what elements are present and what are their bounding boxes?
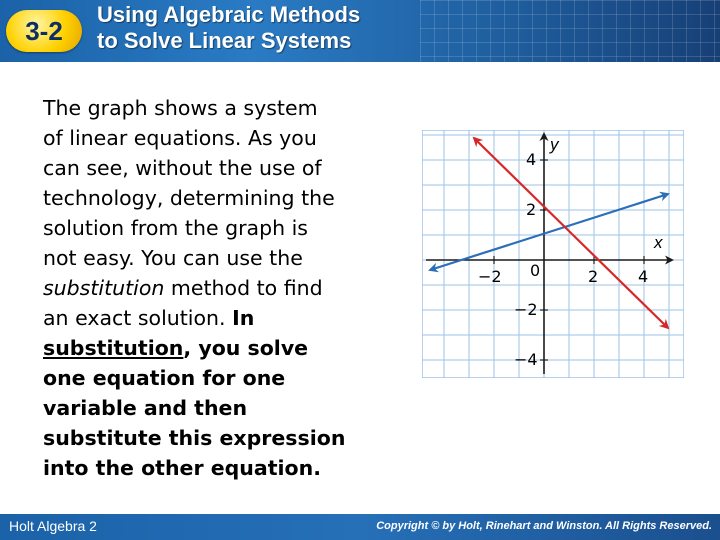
header-grid-decoration <box>420 0 720 62</box>
body-text-span: an exact solution. <box>43 306 233 330</box>
footer-copyright: Copyright © by Holt, Rinehart and Winston. All Rights Reserved. <box>376 520 712 532</box>
x-tick-label: −2 <box>478 267 502 286</box>
slide-header <box>0 0 720 62</box>
body-line: of linear equations. As you <box>43 126 317 150</box>
y-tick-label: 2 <box>526 200 537 219</box>
body-line: one equation for one <box>43 366 286 390</box>
graph-frame <box>422 130 684 378</box>
body-line: substitute this expression <box>43 426 346 450</box>
body-line: solution from the graph is <box>43 216 308 240</box>
x-tick-label: 4 <box>638 267 649 286</box>
body-line <box>43 333 405 363</box>
coordinate-plane <box>422 130 684 378</box>
body-line <box>43 303 405 333</box>
body-line: can see, without the use of <box>43 156 322 180</box>
y-tick-label: 4 <box>526 150 537 169</box>
x-tick-label: 2 <box>588 267 599 286</box>
footer-course-name: Holt Algebra 2 <box>9 518 97 534</box>
body-text-span: method to find <box>164 276 323 300</box>
body-line: variable and then <box>43 396 248 420</box>
underlined-term: substitution <box>43 336 184 360</box>
italic-term: substitution <box>43 276 165 300</box>
lesson-title-line2: to Solve Linear Systems <box>97 28 352 53</box>
bold-text-span: In <box>232 306 255 330</box>
body-line: technology, determining the <box>43 186 335 210</box>
y-tick-label: −4 <box>514 350 538 369</box>
y-tick-label: −2 <box>514 300 538 319</box>
body-line: into the other equation. <box>43 456 322 480</box>
body-line: The graph shows a system <box>43 96 318 120</box>
system-of-equations-graph <box>422 130 684 378</box>
lesson-title-line1: Using Algebraic Methods <box>97 2 361 27</box>
x-axis-label: x <box>654 233 663 252</box>
bold-text-span: , you solve <box>183 336 309 360</box>
y-axis-label: y <box>550 135 559 154</box>
origin-label: 0 <box>530 261 541 280</box>
lesson-title <box>97 2 360 54</box>
slide-footer <box>0 514 720 540</box>
lesson-number-badge: 3-2 <box>6 10 82 52</box>
body-paragraph <box>43 93 405 483</box>
body-line: not easy. You can use the <box>43 246 303 270</box>
body-line <box>43 273 405 303</box>
